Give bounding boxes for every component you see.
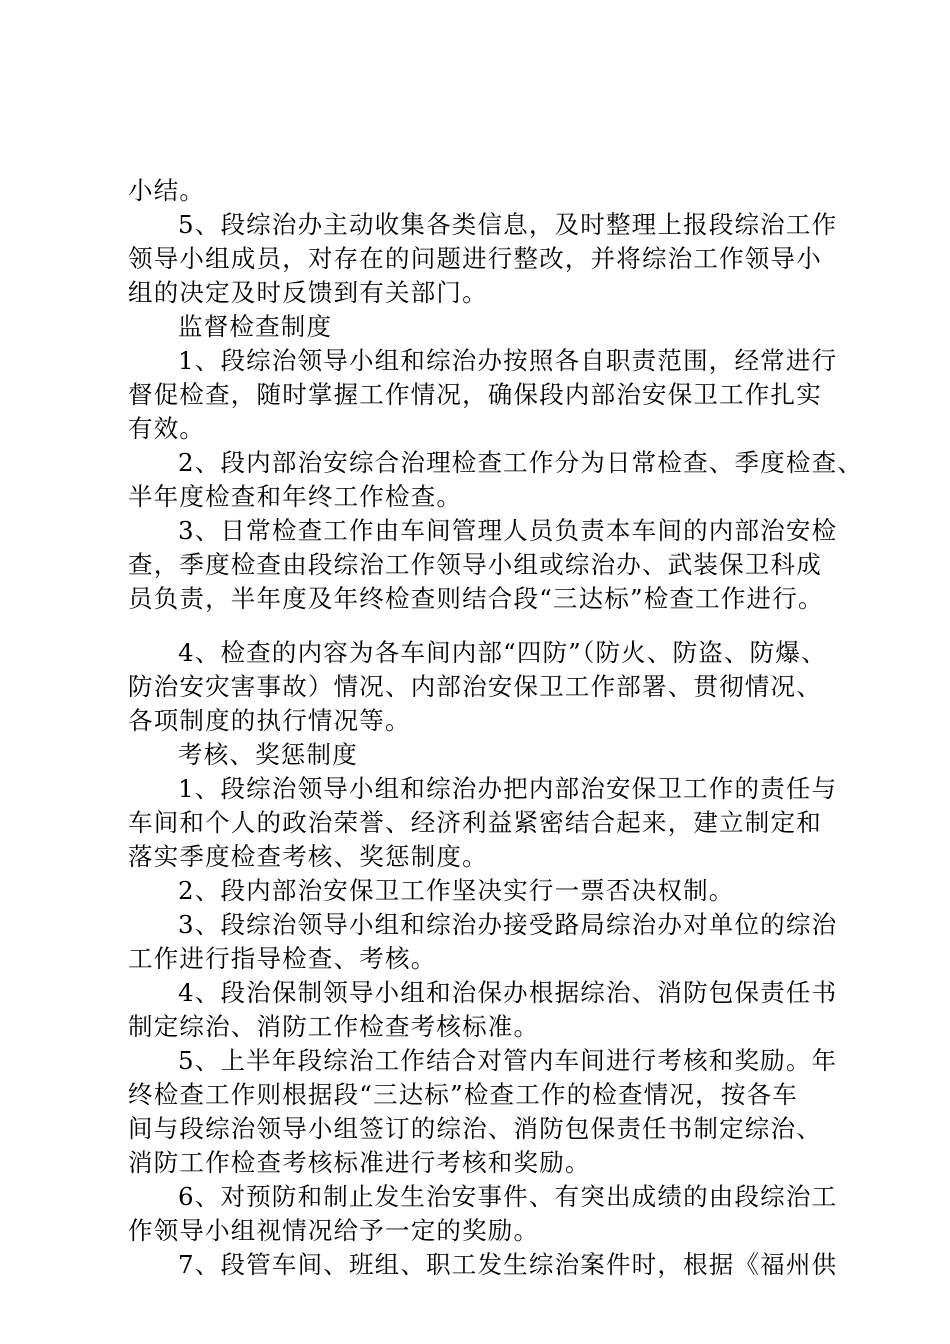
text-line: 工作进行指导检查、考核。 [128, 944, 437, 973]
text-line: 组的决定及时反馈到有关部门。 [128, 278, 488, 307]
paragraph-start: 4、段治保制领导小组和治保办根据综治、消防包保责任书 [178, 978, 838, 1007]
paragraph-start: 4、检查的内容为各车间内部“四防”（防火、防盗、防爆、 [178, 638, 827, 667]
section-heading: 考核、奖惩制度 [178, 740, 358, 769]
paragraph-start: 1、段综治领导小组和综治办按照各自职责范围，经常进行 [178, 346, 838, 375]
paragraph-start: 2、段内部治安综合治理检查工作分为日常检查、季度检查、 [178, 448, 863, 477]
paragraph-start: 6、对预防和制止发生治安事件、有突出成绩的由段综治工 [178, 1182, 838, 1211]
text-line: 作领导小组视情况给予一定的奖励。 [128, 1216, 540, 1245]
text-line: 半年度检查和年终工作检查。 [128, 482, 463, 511]
paragraph-start: 3、段综治领导小组和综治办接受路局综治办对单位的综治 [178, 910, 838, 939]
text-line: 制定综治、消防工作检查考核标准。 [128, 1012, 540, 1041]
text-line: 小结。 [128, 176, 206, 205]
paragraph-start: 3、日常检查工作由车间管理人员负责本车间的内部治安检 [178, 516, 838, 545]
text-line: 领导小组成员，对存在的问题进行整改，并将综治工作领导小 [128, 244, 822, 273]
paragraph-start: 5、上半年段综治工作结合对管内车间进行考核和奖励。年 [178, 1046, 838, 1075]
text-line: 车间和个人的政治荣誉、经济利益紧密结合起来，建立制定和 [128, 808, 822, 837]
paragraph-start: 2、段内部治安保卫工作坚决实行一票否决权制。 [178, 876, 735, 905]
paragraph-start: 7、段管车间、班组、职工发生综治案件时，根据《福州供 [178, 1250, 838, 1279]
text-line: 督促检查，随时掌握工作情况，确保段内部治安保卫工作扎实 [128, 380, 822, 409]
section-heading: 监督检查制度 [178, 312, 333, 341]
text-line: 间与段综治领导小组签订的综治、消防包保责任书制定综治、 [128, 1114, 822, 1143]
text-line: 防治安灾害事故）情况、内部治安保卫工作部署、贯彻情况、 [128, 672, 822, 701]
paragraph-start: 1、段综治领导小组和综治办把内部治安保卫工作的责任与 [178, 774, 838, 803]
text-line: 落实季度检查考核、奖惩制度。 [128, 842, 488, 871]
text-line: 有效。 [128, 414, 206, 443]
paragraph-start: 5、段综治办主动收集各类信息，及时整理上报段综治工作 [178, 210, 838, 239]
text-line: 员负责，半年度及年终检查则结合段“三达标”检查工作进行。 [128, 584, 824, 613]
text-line: 终检查工作则根据段“三达标”检查工作的检查情况，按各车 [128, 1080, 798, 1109]
text-line: 查，季度检查由段综治工作领导小组或综治办、武装保卫科成 [128, 550, 822, 579]
text-line: 各项制度的执行情况等。 [128, 706, 411, 735]
text-line: 消防工作检查考核标准进行考核和奖励。 [128, 1148, 591, 1177]
